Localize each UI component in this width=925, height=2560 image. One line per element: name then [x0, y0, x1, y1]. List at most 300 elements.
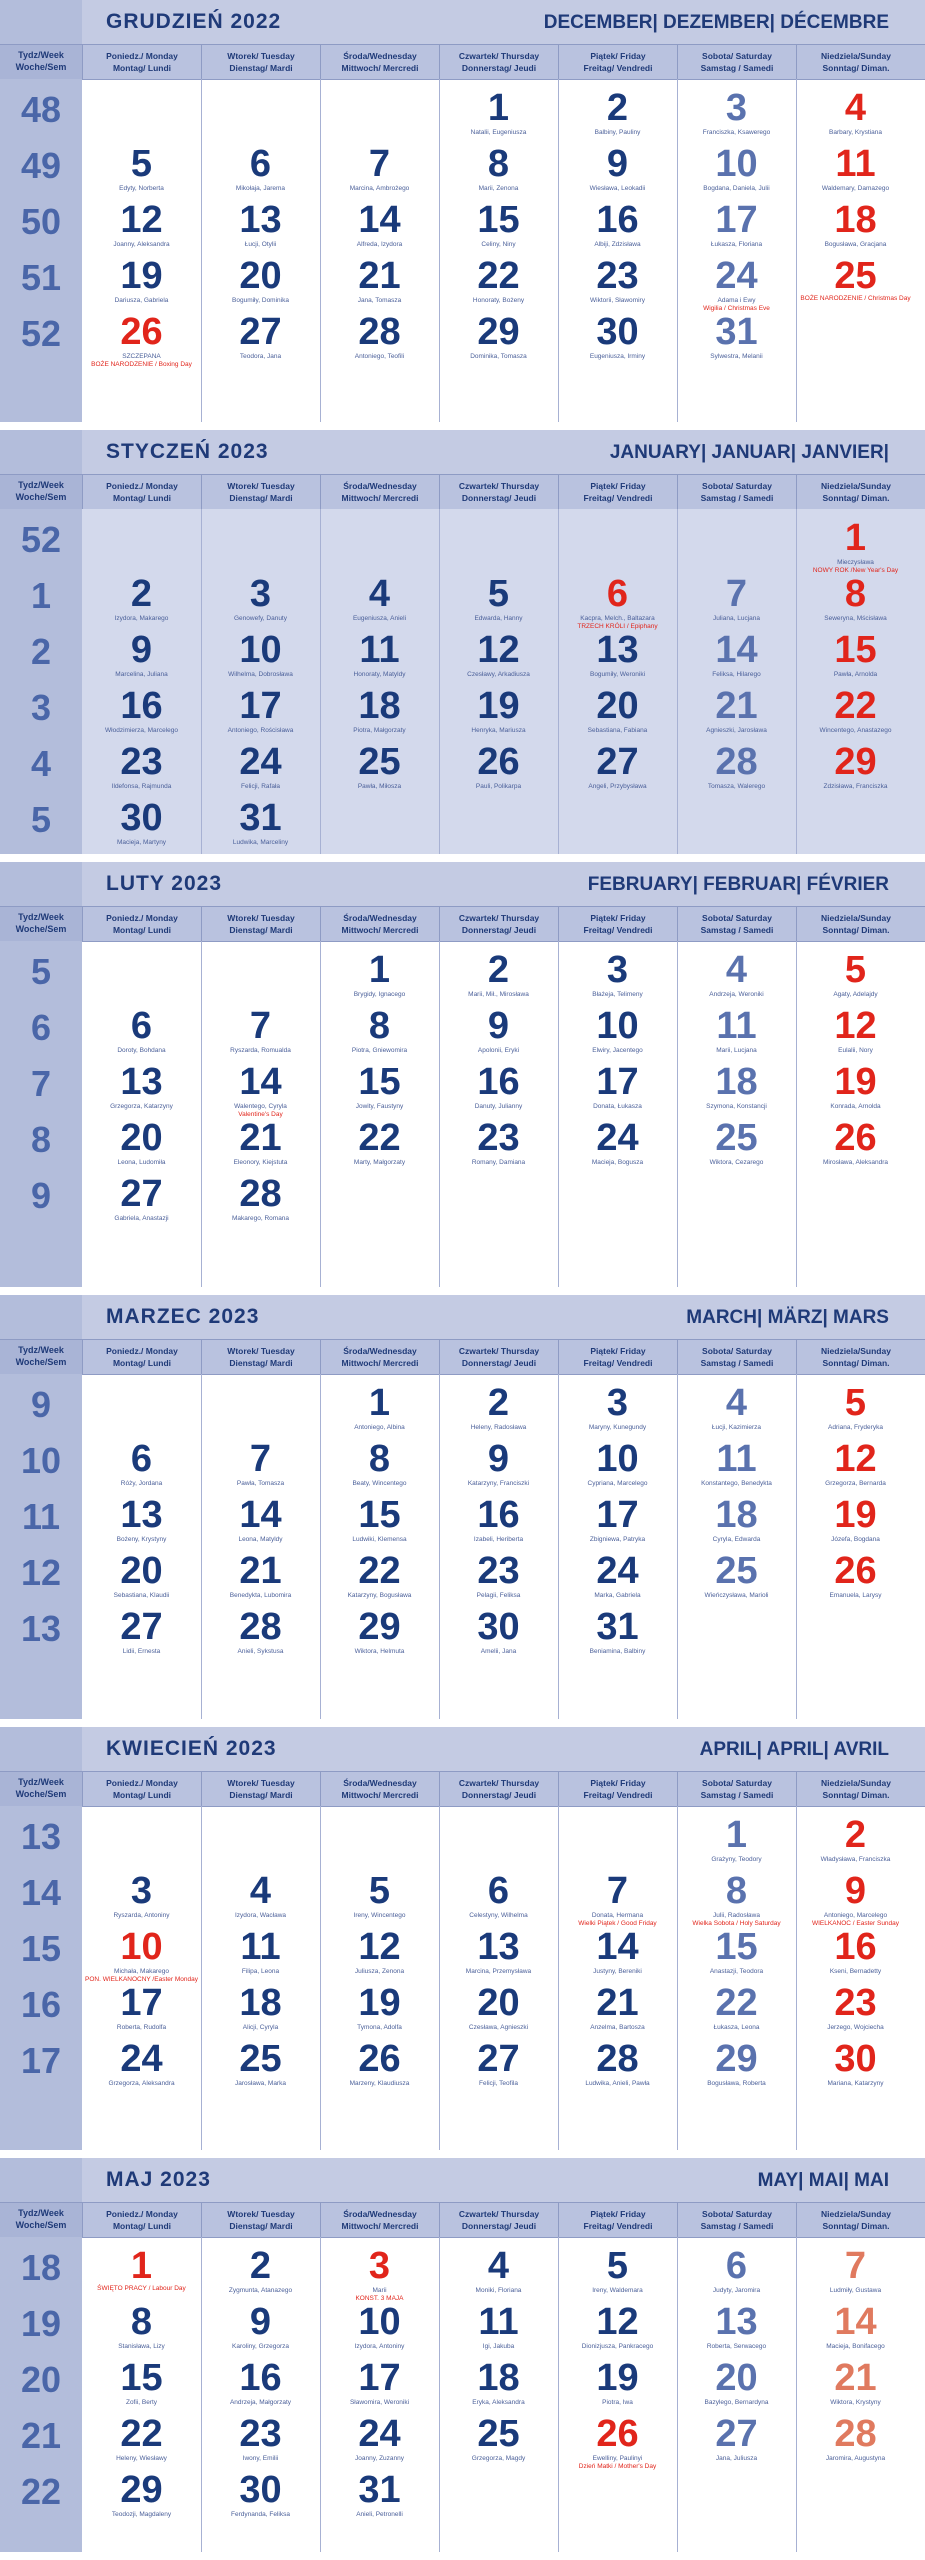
- day-number: 30: [477, 1606, 520, 1648]
- day-cell[interactable]: [677, 1872, 796, 1928]
- day-cell[interactable]: [796, 2359, 915, 2407]
- day-cell[interactable]: [320, 145, 439, 193]
- day-cell[interactable]: [82, 1496, 201, 1544]
- month-title-bar: [0, 1295, 925, 1339]
- day-cell[interactable]: [796, 1440, 915, 1488]
- day-cell[interactable]: [677, 1496, 796, 1544]
- day-number: 24: [120, 2038, 163, 2080]
- day-number: 21: [239, 1117, 282, 1159]
- day-cell[interactable]: [439, 1384, 558, 1432]
- day-cell[interactable]: [796, 2040, 915, 2088]
- day-cell[interactable]: [439, 313, 558, 361]
- day-header: Środa/Wednesday Mittwoch/ Mercredi: [320, 1772, 439, 1806]
- day-cell[interactable]: [796, 2247, 915, 2295]
- week-number: 8: [30, 1119, 52, 1160]
- day-cell[interactable]: [82, 687, 201, 735]
- name-day: Moniki, Floriana: [475, 2287, 522, 2294]
- day-cell[interactable]: [201, 257, 320, 305]
- day-cell[interactable]: [320, 2040, 439, 2088]
- day-cell[interactable]: [677, 1440, 796, 1488]
- day-cell[interactable]: [677, 2303, 796, 2351]
- day-cell[interactable]: [439, 145, 558, 193]
- day-header: Sobota/ Saturday Samstag / Samedi: [677, 1340, 796, 1374]
- day-cell[interactable]: [796, 1872, 915, 1928]
- day-cell[interactable]: [201, 2359, 320, 2407]
- day-cell[interactable]: [558, 201, 677, 249]
- day-cell[interactable]: [439, 1608, 558, 1656]
- day-number: 22: [358, 1117, 401, 1159]
- day-cell[interactable]: [82, 1984, 201, 2032]
- day-cell[interactable]: [796, 257, 915, 303]
- day-header: Środa/Wednesday Mittwoch/ Mercredi: [320, 45, 439, 79]
- name-day: Franciszka, Ksawerego: [702, 129, 771, 136]
- day-cell[interactable]: [439, 2040, 558, 2088]
- day-cell[interactable]: [439, 1928, 558, 1976]
- day-cell[interactable]: [82, 575, 201, 623]
- month-section: [0, 0, 925, 430]
- day-cell[interactable]: [558, 575, 677, 631]
- day-cell[interactable]: [82, 2303, 201, 2351]
- day-cell[interactable]: [201, 2247, 320, 2295]
- day-cell[interactable]: [201, 145, 320, 193]
- day-cell[interactable]: [82, 1872, 201, 1920]
- day-cell[interactable]: [320, 1984, 439, 2032]
- name-day: Macieja, Bogusza: [591, 1159, 644, 1166]
- name-day: Czesławy, Arkadiusza: [467, 671, 530, 678]
- day-number: 29: [120, 2469, 163, 2511]
- day-cell[interactable]: [82, 1608, 201, 1656]
- column-divider: [320, 509, 321, 854]
- name-day: Adama i Ewy: [717, 297, 756, 304]
- day-cell[interactable]: [796, 1007, 915, 1055]
- day-number: 6: [487, 1870, 510, 1912]
- day-cell[interactable]: [320, 2415, 439, 2463]
- day-cell[interactable]: [320, 1007, 439, 1055]
- day-number: 17: [715, 199, 758, 241]
- day-cell[interactable]: [320, 575, 439, 623]
- month-grid: [0, 2237, 925, 2552]
- day-number: 3: [130, 1870, 153, 1912]
- name-day: Marcelina, Juliana: [115, 671, 168, 678]
- name-day: Piotra, Iwa: [602, 2399, 633, 2406]
- day-cell[interactable]: [558, 1928, 677, 1976]
- day-header: Wtorek/ Tuesday Dienstag/ Mardi: [201, 2203, 320, 2237]
- name-day: Anieli, Sykstusa: [237, 1648, 284, 1655]
- day-header: Poniedz./ Monday Montag/ Lundi: [82, 1340, 201, 1374]
- day-header: Poniedz./ Monday Montag/ Lundi: [82, 907, 201, 941]
- day-cell[interactable]: [439, 2303, 558, 2351]
- day-cell[interactable]: [82, 1007, 201, 1055]
- day-cell[interactable]: [677, 257, 796, 313]
- name-day: Izydora, Makarego: [114, 615, 169, 622]
- name-day: Bogumiły, Dominika: [232, 297, 289, 304]
- day-cell[interactable]: [439, 1984, 558, 2032]
- name-day: Juliusza, Zenona: [354, 1968, 405, 1975]
- day-cell[interactable]: [82, 313, 201, 369]
- day-cell[interactable]: [82, 631, 201, 679]
- day-number: 29: [834, 741, 877, 783]
- day-cell[interactable]: [558, 2303, 677, 2351]
- day-number: 14: [358, 199, 401, 241]
- day-cell[interactable]: [558, 951, 677, 999]
- week-number: 52: [20, 313, 62, 354]
- day-cell[interactable]: [796, 2415, 915, 2463]
- name-day: Cyryla, Edwarda: [712, 1536, 761, 1543]
- name-day: Dariusza, Gabriela: [114, 297, 169, 304]
- day-cell[interactable]: [558, 1552, 677, 1600]
- day-cell[interactable]: [558, 145, 677, 193]
- day-cell[interactable]: [439, 687, 558, 735]
- day-cell[interactable]: [677, 1119, 796, 1167]
- day-cell[interactable]: [82, 799, 201, 847]
- day-cell[interactable]: [558, 1608, 677, 1656]
- day-cell[interactable]: [201, 1440, 320, 1488]
- day-cell[interactable]: [796, 1384, 915, 1432]
- day-cell[interactable]: [796, 575, 915, 623]
- name-day: Brygidy, Ignacego: [353, 991, 406, 998]
- day-cell[interactable]: [82, 145, 201, 193]
- day-cell[interactable]: [320, 1552, 439, 1600]
- day-cell[interactable]: [201, 1496, 320, 1544]
- day-cell[interactable]: [320, 201, 439, 249]
- day-cell[interactable]: [677, 1007, 796, 1055]
- day-number: 27: [477, 2038, 520, 2080]
- day-number: 25: [834, 255, 877, 297]
- day-cell[interactable]: [677, 89, 796, 137]
- day-cell[interactable]: [796, 1984, 915, 2032]
- day-number: 17: [358, 2357, 401, 2399]
- day-number: 1: [130, 2245, 153, 2287]
- name-day: Ireny, Waldemara: [592, 2287, 643, 2294]
- day-cell[interactable]: [677, 2415, 796, 2463]
- name-day: Alfreda, Izydora: [356, 241, 403, 248]
- day-header-row: [0, 44, 925, 80]
- day-cell[interactable]: [558, 1496, 677, 1544]
- day-cell[interactable]: [439, 2247, 558, 2295]
- name-day: Grzegorza, Katarzyny: [110, 1103, 173, 1110]
- day-cell[interactable]: [796, 519, 915, 575]
- day-header: Sobota/ Saturday Samstag / Samedi: [677, 907, 796, 941]
- day-cell[interactable]: [558, 1872, 677, 1928]
- day-cell[interactable]: [558, 1440, 677, 1488]
- name-day: Ludwika, Anieli, Pawła: [585, 2080, 650, 2087]
- name-day: Jerzego, Wojciecha: [827, 2024, 884, 2031]
- day-cell[interactable]: [201, 1007, 320, 1055]
- week-number: 10: [20, 1440, 62, 1481]
- day-cell[interactable]: [439, 951, 558, 999]
- day-cell[interactable]: [796, 951, 915, 999]
- day-cell[interactable]: [677, 145, 796, 193]
- day-cell[interactable]: [320, 2303, 439, 2351]
- column-divider: [201, 1806, 202, 2150]
- day-cell[interactable]: [201, 687, 320, 735]
- name-day: Eugeniusza, Irminy: [589, 353, 646, 360]
- day-cell[interactable]: [677, 951, 796, 999]
- day-cell[interactable]: [796, 743, 915, 791]
- day-cell[interactable]: [201, 2415, 320, 2463]
- name-day: Jana, Tomasza: [357, 297, 402, 304]
- day-number: 17: [596, 1494, 639, 1536]
- day-cell[interactable]: [201, 2303, 320, 2351]
- day-cell[interactable]: [82, 2415, 201, 2463]
- day-cell[interactable]: [320, 313, 439, 361]
- name-day: Felicji, Teofila: [479, 2080, 518, 2087]
- day-cell[interactable]: [201, 1984, 320, 2032]
- day-cell[interactable]: [677, 743, 796, 791]
- day-cell[interactable]: [558, 1007, 677, 1055]
- day-number: 13: [477, 1926, 520, 1968]
- day-cell[interactable]: [558, 2040, 677, 2088]
- day-cell[interactable]: [320, 257, 439, 305]
- day-number: 31: [596, 1606, 639, 1648]
- day-cell[interactable]: [201, 2471, 320, 2519]
- day-cell[interactable]: [796, 687, 915, 735]
- day-number: 11: [240, 1926, 281, 1968]
- day-cell[interactable]: [439, 1007, 558, 1055]
- name-day: Macieja, Bonifacego: [826, 2343, 885, 2350]
- day-cell[interactable]: [201, 201, 320, 249]
- day-cell[interactable]: [201, 1872, 320, 1920]
- day-cell[interactable]: [677, 2040, 796, 2088]
- day-cell[interactable]: [82, 201, 201, 249]
- day-cell[interactable]: [677, 1384, 796, 1432]
- day-cell[interactable]: [439, 1872, 558, 1920]
- day-cell[interactable]: [796, 1063, 915, 1111]
- day-cell[interactable]: [677, 201, 796, 249]
- day-cell[interactable]: [796, 89, 915, 137]
- day-cell[interactable]: [677, 1552, 796, 1600]
- day-cell[interactable]: [677, 313, 796, 361]
- day-header: Wtorek/ Tuesday Dienstag/ Mardi: [201, 475, 320, 509]
- day-number: 7: [844, 2245, 867, 2287]
- day-header: Czwartek/ Thursday Donnerstag/ Jeudi: [439, 907, 558, 941]
- day-cell[interactable]: [677, 2359, 796, 2407]
- week-number: 15: [20, 1928, 62, 1969]
- week-number: 50: [20, 201, 62, 242]
- day-cell[interactable]: [796, 631, 915, 679]
- day-cell[interactable]: [796, 145, 915, 193]
- day-number: 24: [596, 1550, 639, 1592]
- day-cell[interactable]: [201, 1928, 320, 1976]
- day-number: 16: [477, 1494, 520, 1536]
- day-cell[interactable]: [320, 1496, 439, 1544]
- day-cell[interactable]: [439, 2359, 558, 2407]
- name-day: Ryszarda, Antoniny: [113, 1912, 170, 1919]
- day-cell[interactable]: [796, 1816, 915, 1864]
- day-cell[interactable]: [439, 631, 558, 679]
- day-cell[interactable]: [320, 687, 439, 735]
- day-number: 19: [477, 685, 520, 727]
- day-cell[interactable]: [82, 2040, 201, 2088]
- day-cell[interactable]: [201, 799, 320, 847]
- day-cell[interactable]: [320, 1063, 439, 1111]
- name-day: Katarzyny, Franciszki: [467, 1480, 530, 1487]
- day-cell[interactable]: [82, 1063, 201, 1111]
- day-number: 28: [358, 311, 401, 353]
- day-cell[interactable]: [320, 743, 439, 791]
- day-cell[interactable]: [558, 2415, 677, 2471]
- day-cell[interactable]: [558, 1119, 677, 1167]
- day-cell[interactable]: [439, 89, 558, 137]
- day-number: 22: [120, 2413, 163, 2455]
- day-cell[interactable]: [439, 1119, 558, 1167]
- day-cell[interactable]: [201, 575, 320, 623]
- day-cell[interactable]: [320, 951, 439, 999]
- name-day: Sebastiana, Fabiana: [587, 727, 648, 734]
- day-cell[interactable]: [201, 313, 320, 361]
- day-cell[interactable]: [201, 2040, 320, 2088]
- name-day: Dionizjusza, Pankracego: [581, 2343, 654, 2350]
- day-cell[interactable]: [439, 1063, 558, 1111]
- name-day: Władysława, Franciszka: [820, 1856, 891, 1863]
- day-cell[interactable]: [558, 1063, 677, 1111]
- day-cell[interactable]: [558, 2247, 677, 2295]
- day-cell[interactable]: [677, 687, 796, 735]
- day-cell[interactable]: [796, 201, 915, 249]
- name-day: Celiny, Niny: [481, 241, 516, 248]
- day-header: Niedziela/Sunday Sonntag/ Diman.: [796, 907, 915, 941]
- name-day: Wiktorii, Sławomiry: [590, 297, 645, 304]
- day-cell[interactable]: [320, 2359, 439, 2407]
- day-cell[interactable]: [82, 1552, 201, 1600]
- day-cell[interactable]: [677, 1063, 796, 1111]
- day-cell[interactable]: [558, 89, 677, 137]
- day-number: 17: [596, 1061, 639, 1103]
- day-header: Piątek/ Friday Freitag/ Vendredi: [558, 1772, 677, 1806]
- name-day: Leona, Matyldy: [238, 1536, 283, 1543]
- name-day: Grzegorza, Bernarda: [825, 1480, 886, 1487]
- day-cell[interactable]: [796, 2303, 915, 2351]
- day-cell[interactable]: [558, 313, 677, 361]
- day-cell[interactable]: [82, 1440, 201, 1488]
- day-header: Poniedz./ Monday Montag/ Lundi: [82, 475, 201, 509]
- day-cell[interactable]: [82, 1119, 201, 1167]
- day-cell[interactable]: [677, 1928, 796, 1976]
- day-cell[interactable]: [82, 2247, 201, 2293]
- day-cell[interactable]: [201, 1119, 320, 1167]
- name-day: Julii, Radosława: [713, 1912, 760, 1919]
- day-cell[interactable]: [320, 1440, 439, 1488]
- day-number: 3: [368, 2245, 391, 2287]
- name-day: Zdzisława, Franciszka: [823, 783, 888, 790]
- day-cell[interactable]: [320, 2247, 439, 2303]
- day-number: 21: [596, 1982, 639, 2024]
- day-cell[interactable]: [796, 1496, 915, 1544]
- day-cell[interactable]: [796, 1928, 915, 1976]
- day-cell[interactable]: [201, 1552, 320, 1600]
- day-cell[interactable]: [82, 2359, 201, 2407]
- holiday-label: BOŻE NARODZENIE / Christmas Day: [800, 295, 911, 302]
- day-cell[interactable]: [439, 1496, 558, 1544]
- name-day: Marty, Małgorzaty: [353, 1159, 406, 1166]
- day-cell[interactable]: [82, 1928, 201, 1984]
- day-number: 27: [120, 1173, 163, 1215]
- day-number: 21: [715, 685, 758, 727]
- name-day: Henryka, Mariusza: [471, 727, 526, 734]
- day-cell[interactable]: [558, 1984, 677, 2032]
- day-number: 8: [130, 2301, 153, 2343]
- day-cell[interactable]: [677, 575, 796, 623]
- day-cell[interactable]: [439, 743, 558, 791]
- day-number: 1: [368, 949, 391, 991]
- name-day: Ireny, Wincentego: [353, 1912, 406, 1919]
- day-number: 16: [834, 1926, 877, 1968]
- day-cell[interactable]: [677, 1816, 796, 1864]
- day-number: 26: [834, 1117, 877, 1159]
- day-cell[interactable]: [320, 1608, 439, 1656]
- name-day: Mieczysława: [837, 559, 874, 566]
- name-day: Antoniego, Rościsława: [227, 727, 294, 734]
- day-cell[interactable]: [201, 1608, 320, 1656]
- day-cell[interactable]: [201, 1175, 320, 1223]
- day-number: 30: [120, 797, 163, 839]
- day-cell[interactable]: [320, 1872, 439, 1920]
- column-divider: [558, 509, 559, 854]
- day-cell[interactable]: [82, 1175, 201, 1223]
- day-cell[interactable]: [320, 1928, 439, 1976]
- day-cell[interactable]: [320, 1384, 439, 1432]
- day-cell[interactable]: [677, 1984, 796, 2032]
- day-cell[interactable]: [439, 1552, 558, 1600]
- day-cell[interactable]: [558, 257, 677, 305]
- day-cell[interactable]: [439, 575, 558, 623]
- day-number: 13: [239, 199, 282, 241]
- month-section: [0, 862, 925, 1295]
- name-day: Izydora, Wacława: [234, 1912, 287, 1919]
- day-number: 9: [606, 143, 629, 185]
- day-cell[interactable]: [82, 2471, 201, 2519]
- day-cell[interactable]: [439, 1440, 558, 1488]
- name-day: Adriana, Fryderyka: [828, 1424, 883, 1431]
- day-cell[interactable]: [439, 2415, 558, 2463]
- day-cell[interactable]: [796, 1552, 915, 1600]
- day-cell[interactable]: [201, 631, 320, 679]
- day-cell[interactable]: [558, 687, 677, 735]
- day-cell[interactable]: [201, 743, 320, 791]
- day-cell[interactable]: [320, 631, 439, 679]
- day-number: 10: [596, 1005, 639, 1047]
- name-day: Balbiny, Pauliny: [594, 129, 641, 136]
- day-cell[interactable]: [439, 201, 558, 249]
- day-cell[interactable]: [439, 257, 558, 305]
- day-cell[interactable]: [558, 1384, 677, 1432]
- day-cell[interactable]: [677, 2247, 796, 2295]
- day-number: 26: [596, 2413, 639, 2455]
- day-number: 1: [368, 1382, 391, 1424]
- day-cell[interactable]: [558, 631, 677, 679]
- name-day: Anastazji, Teodora: [709, 1968, 764, 1975]
- day-cell[interactable]: [201, 1063, 320, 1119]
- day-cell[interactable]: [796, 1119, 915, 1167]
- day-number: 16: [477, 1061, 520, 1103]
- day-header: Niedziela/Sunday Sonntag/ Diman.: [796, 45, 915, 79]
- day-cell[interactable]: [82, 257, 201, 305]
- name-day: Honoraty, Bożeny: [472, 297, 525, 304]
- day-number: 28: [239, 1606, 282, 1648]
- name-day: Łukasza, Leona: [713, 2024, 760, 2031]
- week-number: 22: [20, 2471, 62, 2512]
- name-day: Mikołaja, Jarema: [235, 185, 286, 192]
- day-cell[interactable]: [320, 2471, 439, 2519]
- name-day: Wilhelma, Dobrosława: [228, 671, 293, 678]
- day-cell[interactable]: [320, 1119, 439, 1167]
- day-cell[interactable]: [82, 743, 201, 791]
- week-label: Tydz/Week Woche/Sem: [0, 1772, 82, 1806]
- day-cell[interactable]: [677, 631, 796, 679]
- day-cell[interactable]: [558, 2359, 677, 2407]
- week-corner: [0, 2158, 82, 2202]
- day-cell[interactable]: [558, 743, 677, 791]
